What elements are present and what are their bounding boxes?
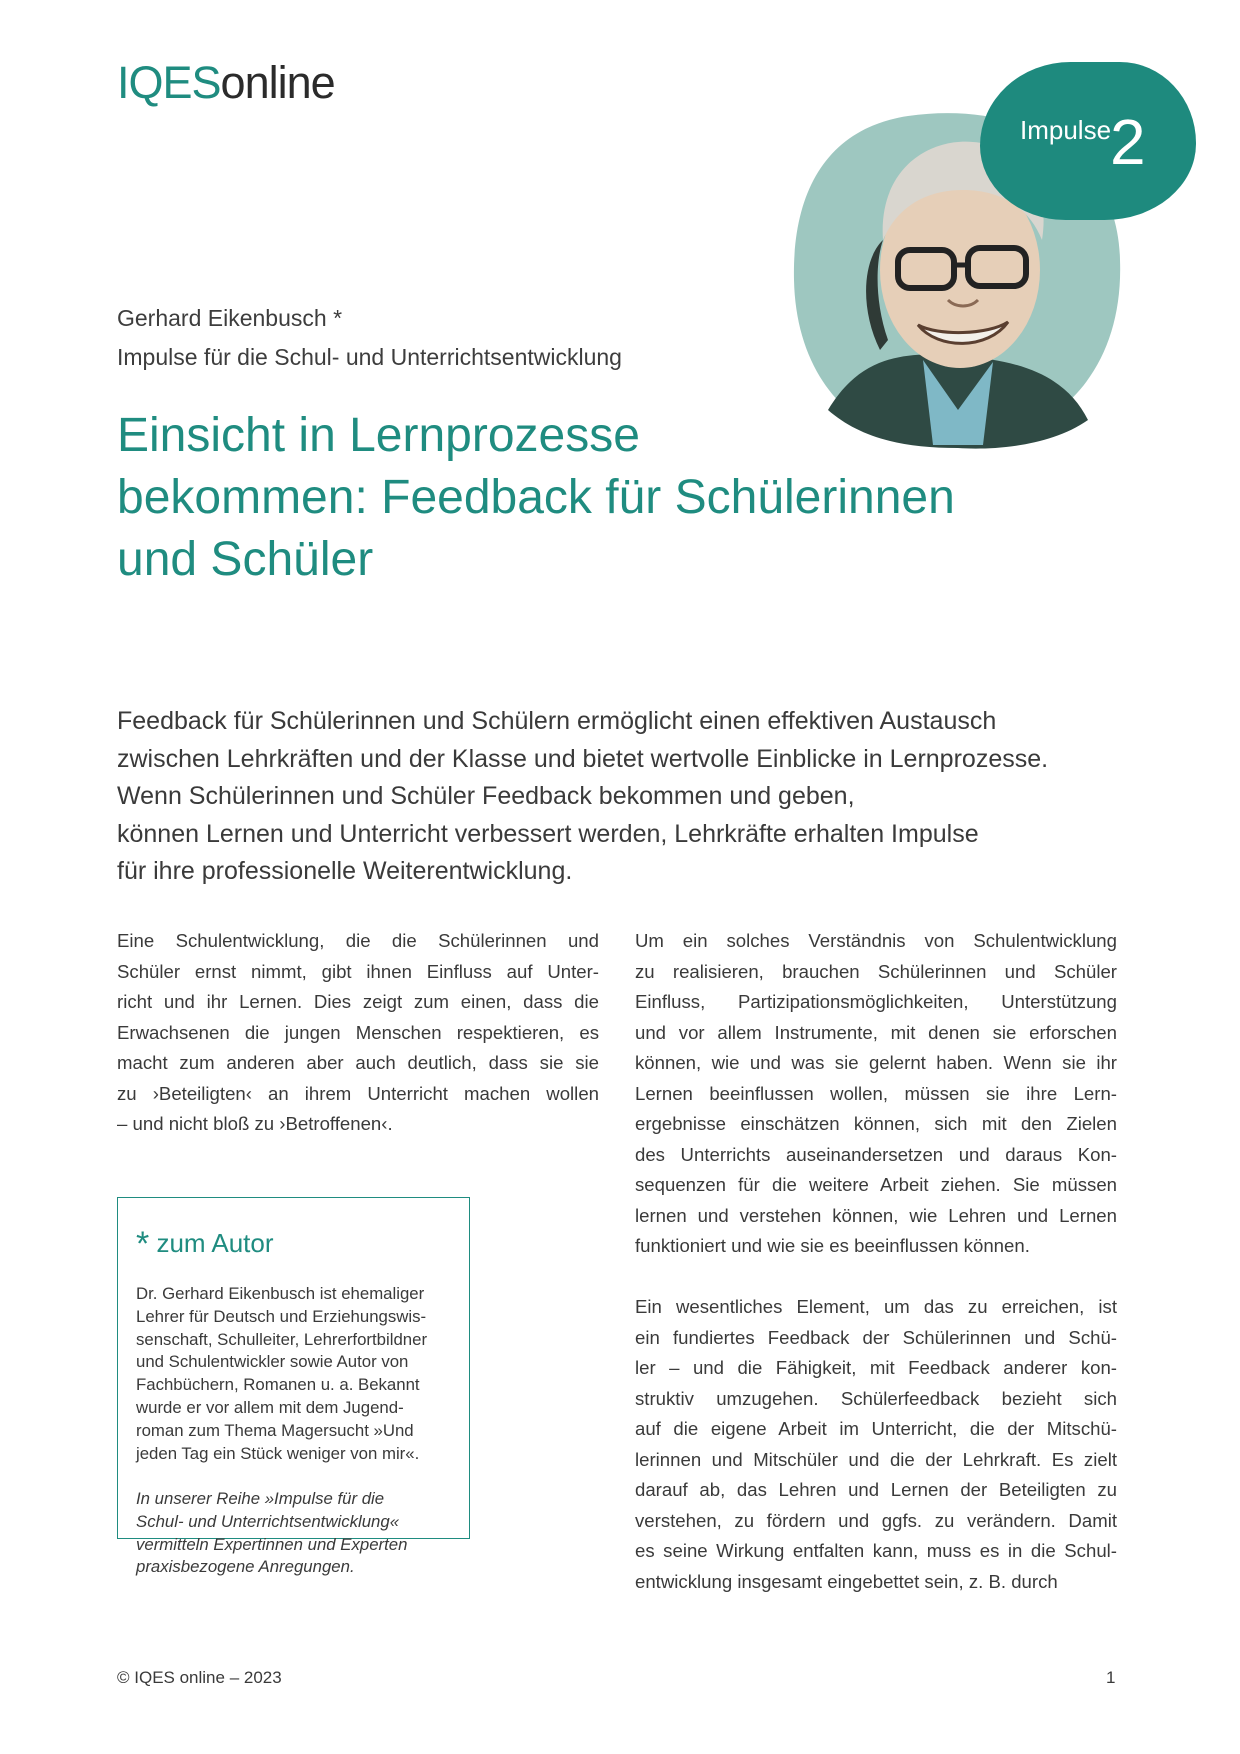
- title-line: Einsicht in Lernprozesse: [117, 409, 640, 462]
- title-line: und Schüler: [117, 533, 374, 586]
- text-line: Erwachsenen die jungen Menschen respektieren, es: [117, 1021, 599, 1043]
- text-line: und vor allem Instrumente, mit denen sie erforschen: [635, 1021, 1117, 1043]
- intro-paragraph: [117, 703, 1097, 891]
- author-info-box: [117, 1197, 470, 1577]
- author-name: Gerhard Eikenbusch *: [117, 305, 343, 331]
- text-line: Einfluss, Partizipationsmöglichkeiten, Unterstützung: [635, 991, 1117, 1012]
- text-line: können, wie und was sie gelernt haben. Wenn sie ihr: [635, 1052, 1117, 1073]
- text-line: sequenzen für die weitere Arbeit ziehen. Sie müssen: [635, 1174, 1117, 1195]
- intro-line: zwischen Lehrkräften und der Klasse und bietet wertvolle Einblicke in Lernprozesse.: [117, 744, 1049, 773]
- intro-line: Wenn Schülerinnen und Schüler Feedback bekommen und geben,: [117, 782, 855, 810]
- box-line: Fachbüchern, Romanen u. a. Bekannt: [136, 1375, 420, 1395]
- right-paragraph-2: [635, 1292, 1117, 1597]
- text-line: richt und ihr Lernen. Dies zeigt zum einen, dass die: [117, 991, 599, 1012]
- page-title: [117, 405, 1037, 591]
- box-line: Dr. Gerhard Eikenbusch ist ehemaliger: [136, 1284, 425, 1303]
- paragraph-gap: [635, 1262, 1117, 1293]
- intro-line: Feedback für Schülerinnen und Schülern ermöglicht einen effektiven Austausch: [117, 707, 997, 735]
- footer-copyright: © IQES online – 2023: [117, 1668, 282, 1687]
- text-line: zu realisieren, brauchen Schülerinnen und Schüler: [635, 960, 1117, 982]
- text-line: Schüler ernst nimmt, gibt ihnen Einfluss auf Unter-: [117, 960, 599, 982]
- text-line: entwicklung insgesamt eingebettet sein, z. B. durch: [635, 1570, 1058, 1592]
- text-line: verstehen, zu fördern und ggfs. zu verändern. Damit: [635, 1509, 1117, 1531]
- badge-word: Impulse: [1020, 115, 1112, 145]
- text-line: lerinnen und Mitschüler und die der Lehrkraft. Es zielt: [635, 1448, 1117, 1470]
- intro-line: für ihre professionelle Weiterentwicklung.: [117, 857, 573, 885]
- note-line: In unserer Reihe »Impulse für die: [136, 1489, 385, 1508]
- box-line: und Schulentwickler sowie Autor von: [136, 1352, 409, 1372]
- text-line: des Unterrichts auseinandersetzen und daraus Kon-: [635, 1143, 1117, 1165]
- text-line: ergebnisse einschätzen können, sich mit den Zielen: [635, 1113, 1117, 1134]
- badge-number: 2: [1110, 106, 1146, 178]
- title-line: bekommen: Feedback für Schülerinnen: [117, 471, 955, 524]
- box-line: Lehrer für Deutsch und Erziehungswis-: [136, 1306, 427, 1326]
- text-line: Eine Schulentwicklung, die die Schülerinnen und: [117, 930, 599, 951]
- box-note: [136, 1488, 456, 1579]
- text-line: ein fundiertes Feedback der Schülerinnen und Schü-: [635, 1326, 1117, 1348]
- text-line: ler – und die Fähigkeit, mit Feedback anderer kon-: [635, 1357, 1117, 1378]
- box-line: wurde er vor allem mit dem Jugend-: [136, 1397, 404, 1417]
- series-subtitle: Impulse für die Schul- und Unterrichtsentwicklung: [117, 344, 622, 370]
- text-line: macht zum anderen aber auch deutlich, dass sie sie: [117, 1052, 599, 1073]
- note-line: Schul- und Unterrichtsentwicklung«: [136, 1511, 400, 1531]
- note-line: vermitteln Expertinnen und Experten: [136, 1534, 408, 1554]
- iqes-logo: [117, 57, 335, 108]
- note-line: praxisbezogene Anregungen.: [136, 1557, 355, 1577]
- right-paragraph-1: [635, 926, 1117, 1262]
- intro-line: können Lernen und Unterricht verbessert werden, Lehrkräfte erhalten Impulse: [117, 819, 979, 848]
- asterisk-icon: *: [136, 1225, 150, 1263]
- impulse-badge: [980, 62, 1196, 220]
- logo-part-iqes: IQES: [117, 57, 221, 108]
- box-heading: [136, 1222, 274, 1261]
- page-number: 1: [1106, 1668, 1116, 1687]
- box-body: [136, 1283, 456, 1465]
- text-line: auf die eigene Arbeit im Unterricht, die der Mitschü-: [635, 1418, 1117, 1439]
- text-line: Ein wesentliches Element, um das zu erreichen, ist: [635, 1296, 1117, 1317]
- box-line: senschaft, Schulleiter, Lehrerfortbildner: [136, 1329, 428, 1349]
- box-heading-text: zum Autor: [156, 1228, 274, 1258]
- box-line: roman zum Thema Magersucht »Und: [136, 1420, 414, 1440]
- text-line: es seine Wirkung entfalten kann, muss es in die Schul-: [635, 1540, 1117, 1561]
- box-line: jeden Tag ein Stück weniger von mir«.: [136, 1443, 420, 1463]
- text-line: zu ›Beteiligten‹ an ihrem Unterricht machen wollen: [117, 1082, 599, 1104]
- right-column: [635, 926, 1117, 1597]
- text-line: struktiv umzugehen. Schülerfeedback bezieht sich: [635, 1387, 1117, 1409]
- text-line: – und nicht bloß zu ›Betroffenen‹.: [117, 1113, 393, 1134]
- left-column-paragraph: [117, 926, 599, 1140]
- logo-part-online: online: [220, 57, 335, 108]
- text-line: funktioniert und wie sie es beeinflussen können.: [635, 1235, 1030, 1256]
- text-line: darauf ab, das Lehren und Lernen der Beteiligten zu: [635, 1479, 1117, 1500]
- text-line: Um ein solches Verständnis von Schulentwicklung: [635, 930, 1117, 951]
- text-line: Lernen beeinflussen wollen, müssen sie ihre Lern-: [635, 1082, 1117, 1104]
- text-line: lernen und verstehen können, wie Lehren und Lernen: [635, 1204, 1117, 1226]
